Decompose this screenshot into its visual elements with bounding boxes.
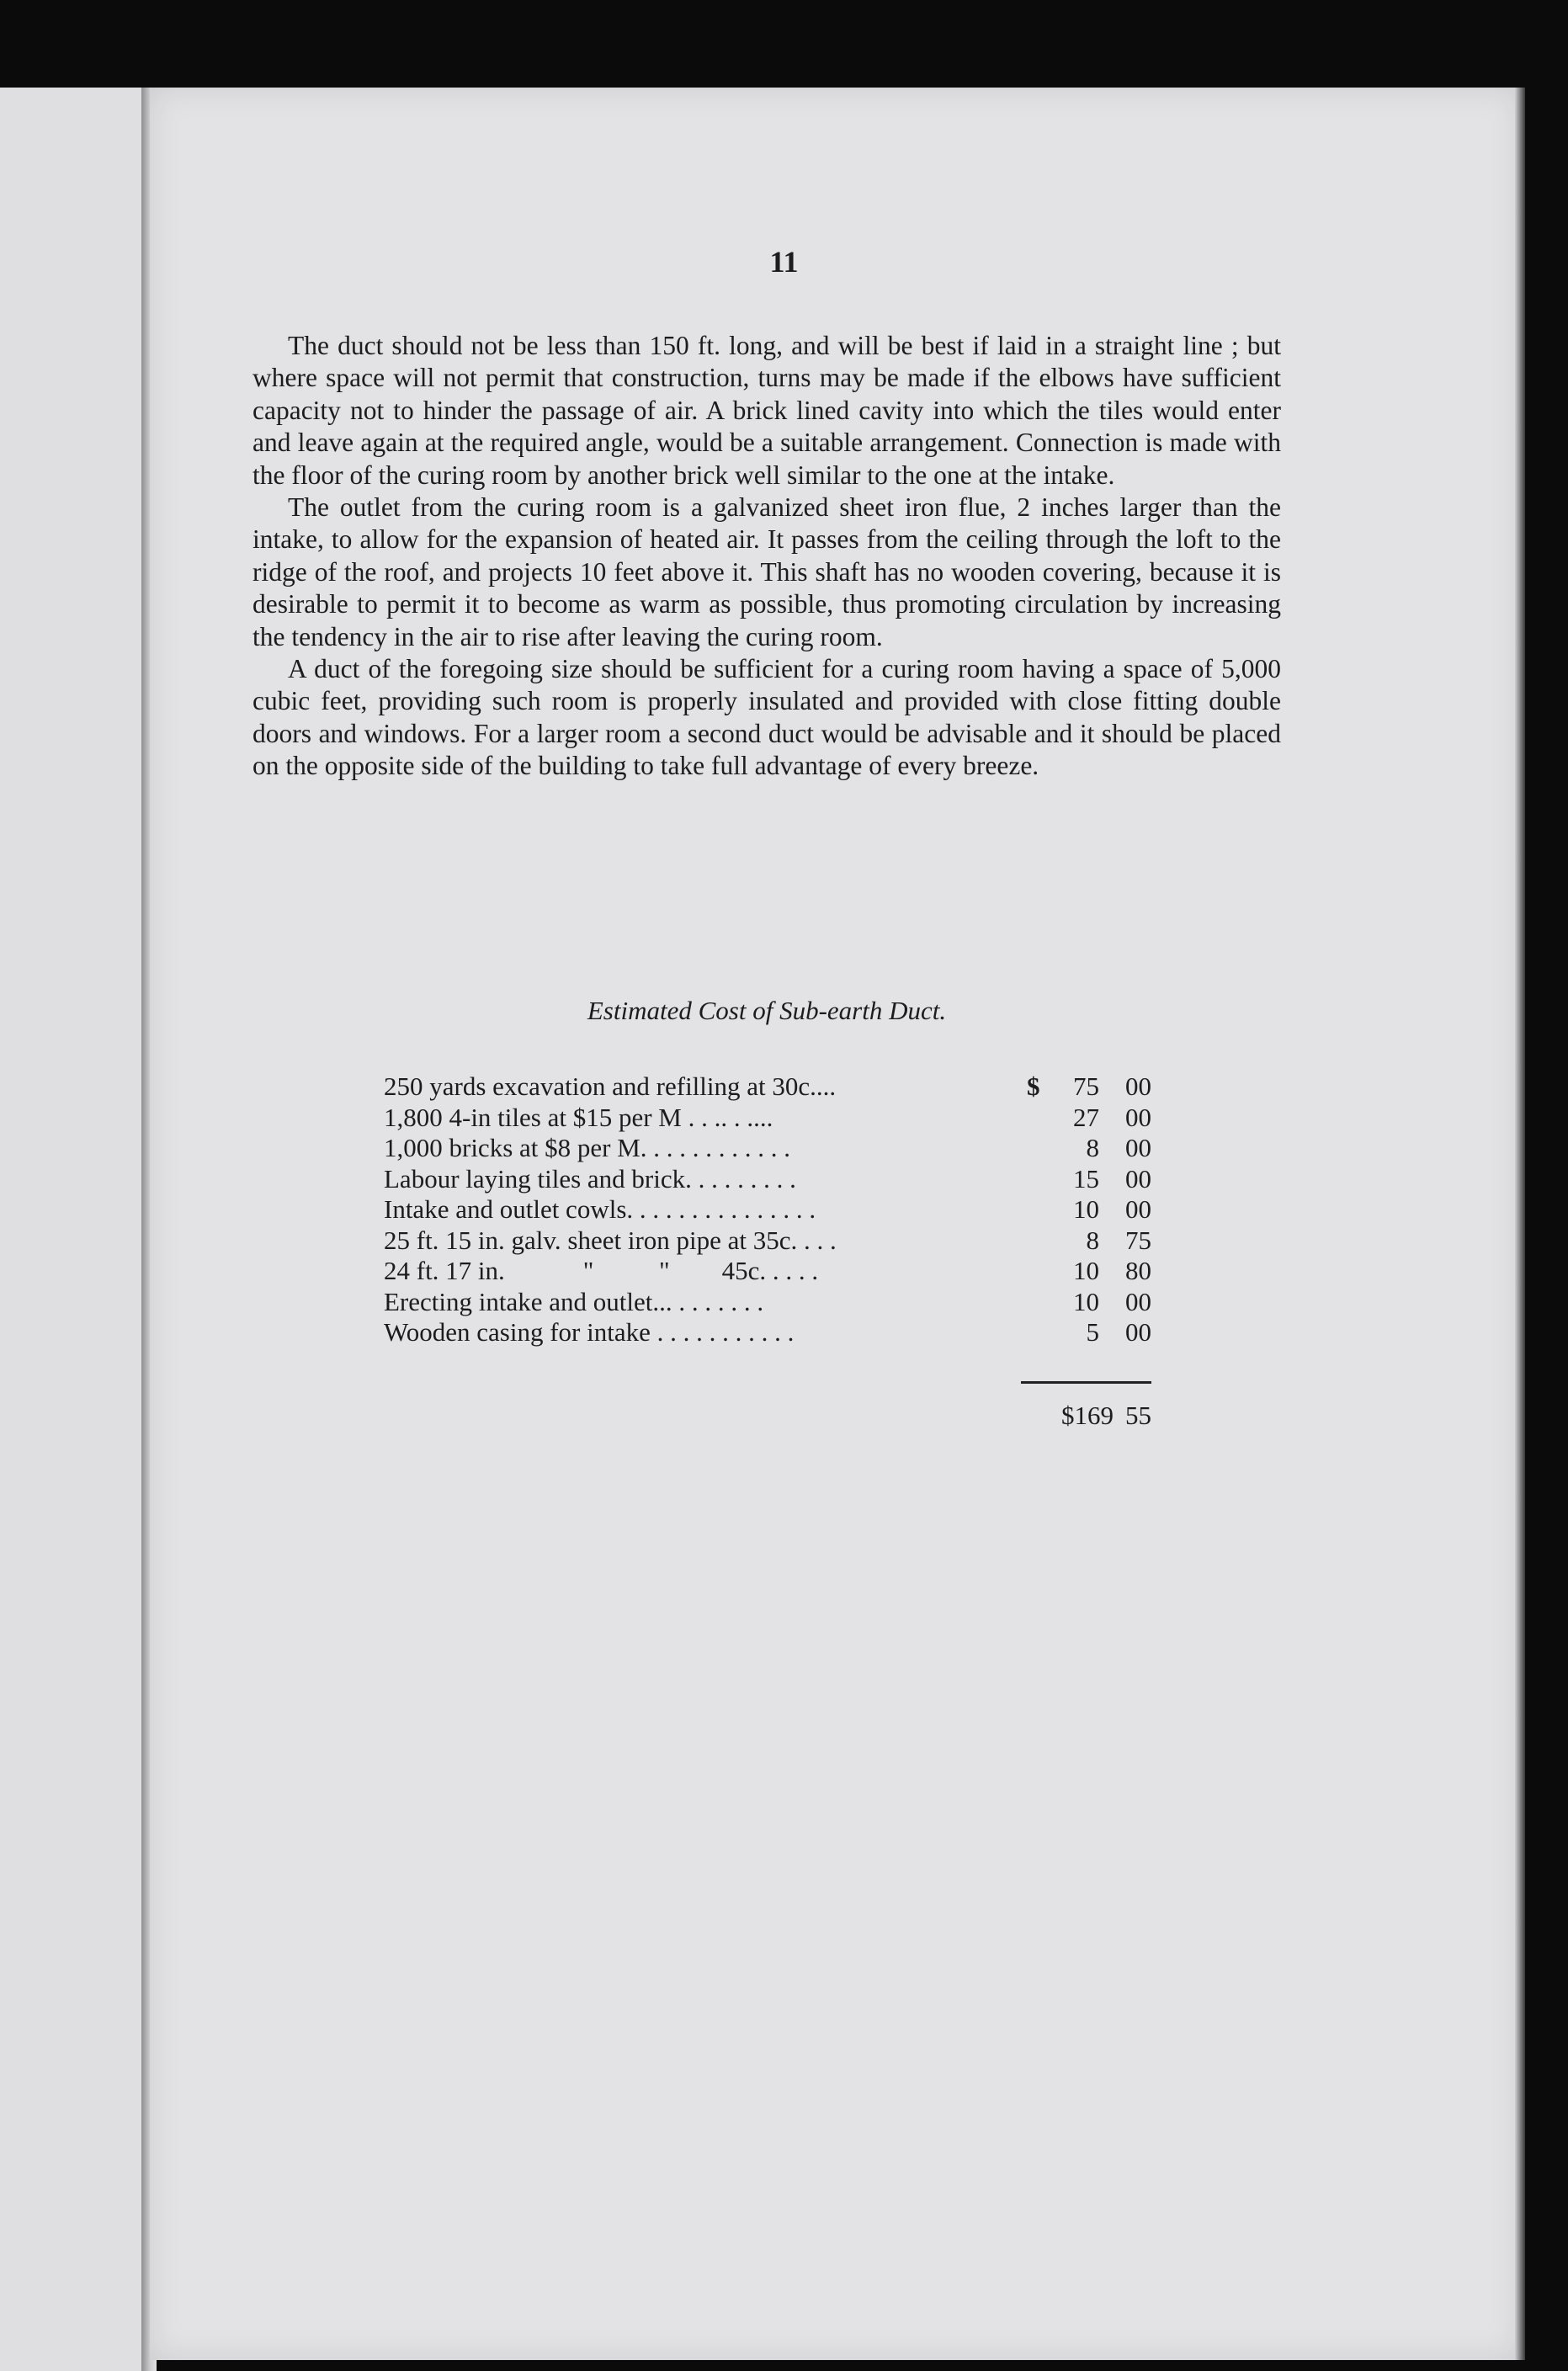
cost-dollars: 75 (1073, 1071, 1099, 1101)
cost-cents: 00 (1125, 1317, 1151, 1347)
cost-cents: 00 (1125, 1286, 1151, 1316)
cost-item-label: Labour laying tiles and brick. . . . . . . . . (384, 1163, 796, 1193)
cost-dollars: 15 (1073, 1163, 1099, 1193)
cost-item-label: 25 ft. 15 in. galv. sheet iron pipe at 35c. . . . (384, 1225, 837, 1255)
paragraph-duct-length: The duct should not be less than 150 ft. long, and will be best if laid in a straight line ; but where space will not permit that construction, turns may be made if the elbows have sufficient capacity not to hinder the passage of air. A brick lined cavity into which the tiles would enter and leave again at the required angle, would be a suitable arrangement. Connection is made with the floor of the curing room by another brick well similar to the one at the intake. (252, 331, 1281, 490)
cost-row (384, 1071, 1151, 1103)
total-rule (1021, 1381, 1151, 1384)
cost-item-label: Wooden casing for intake . . . . . . . . . . . (384, 1317, 795, 1347)
paragraph-outlet-flue: The outlet from the curing room is a galvanized sheet iron flue, 2 inches larger than the intake, to allow for the expansion of heated air. It passes from the ceiling through the loft to the ridge of the roof, and projects 10 feet above it. This shaft has no wooden covering, because it is desirable to permit it to become as warm as possible, thus promoting circulation by increasing the tendency in the air to rise after leaving the curing room. (252, 492, 1281, 651)
cost-item-label: Erecting intake and outlet... . . . . . . . (384, 1286, 764, 1316)
cost-cents: 00 (1125, 1102, 1151, 1132)
total-cents: 55 (1125, 1401, 1151, 1430)
cost-dollars: 10 (1073, 1286, 1099, 1316)
cost-dollars: 8 (1086, 1133, 1099, 1162)
cost-row (384, 1225, 1151, 1257)
total-dollars: $169 (1061, 1401, 1114, 1430)
cost-cents: 00 (1125, 1071, 1151, 1101)
cost-item-label: 250 yards excavation and refilling at 30c.... (384, 1071, 837, 1101)
page-edge-shadow (1515, 88, 1525, 2360)
body-text (252, 330, 1281, 783)
cost-table (384, 1071, 1151, 1348)
cost-row (384, 1133, 1151, 1164)
cost-dollars: 10 (1073, 1194, 1099, 1224)
page-number: 11 (769, 245, 799, 279)
cost-row (384, 1317, 1151, 1348)
cost-cents: 00 (1125, 1163, 1151, 1193)
total-row (1021, 1401, 1151, 1431)
cost-item-label: 24 ft. 17 in. " " 45c. . . . . (384, 1256, 819, 1285)
cost-cents: 75 (1125, 1225, 1151, 1255)
cost-row (384, 1256, 1151, 1287)
cost-cents: 00 (1125, 1133, 1151, 1162)
cost-dollars: 8 (1086, 1225, 1099, 1255)
cost-item-label: 1,000 bricks at $8 per M. . . . . . . . . . . . (384, 1133, 791, 1162)
cost-item-label: 1,800 4-in tiles at $15 per M . . .. . .... (384, 1102, 773, 1132)
cost-cents: 80 (1125, 1256, 1151, 1285)
facing-page-edge (0, 88, 151, 2371)
cost-row (384, 1194, 1151, 1225)
cost-row (384, 1287, 1151, 1318)
cost-row (384, 1103, 1151, 1134)
estimate-heading: Estimated Cost of Sub-earth Duct. (587, 996, 947, 1025)
cost-dollars: 10 (1073, 1256, 1099, 1285)
cost-row (384, 1164, 1151, 1195)
cost-dollars: 5 (1086, 1317, 1099, 1347)
cost-currency: $ (1027, 1071, 1040, 1101)
cost-dollars: 27 (1073, 1102, 1099, 1132)
cost-cents: 00 (1125, 1194, 1151, 1224)
paragraph-duct-capacity: A duct of the foregoing size should be sufficient for a curing room having a space of 5,000 cubic feet, providing such room is properly insulated and provided with close fitting double doors and windows. For a larger room a second duct would be advisable and it should be placed on the opposite side of the building to take full advantage of every breeze. (252, 654, 1281, 781)
cost-item-label: Intake and outlet cowls. . . . . . . . . . . . . . . (384, 1194, 816, 1224)
